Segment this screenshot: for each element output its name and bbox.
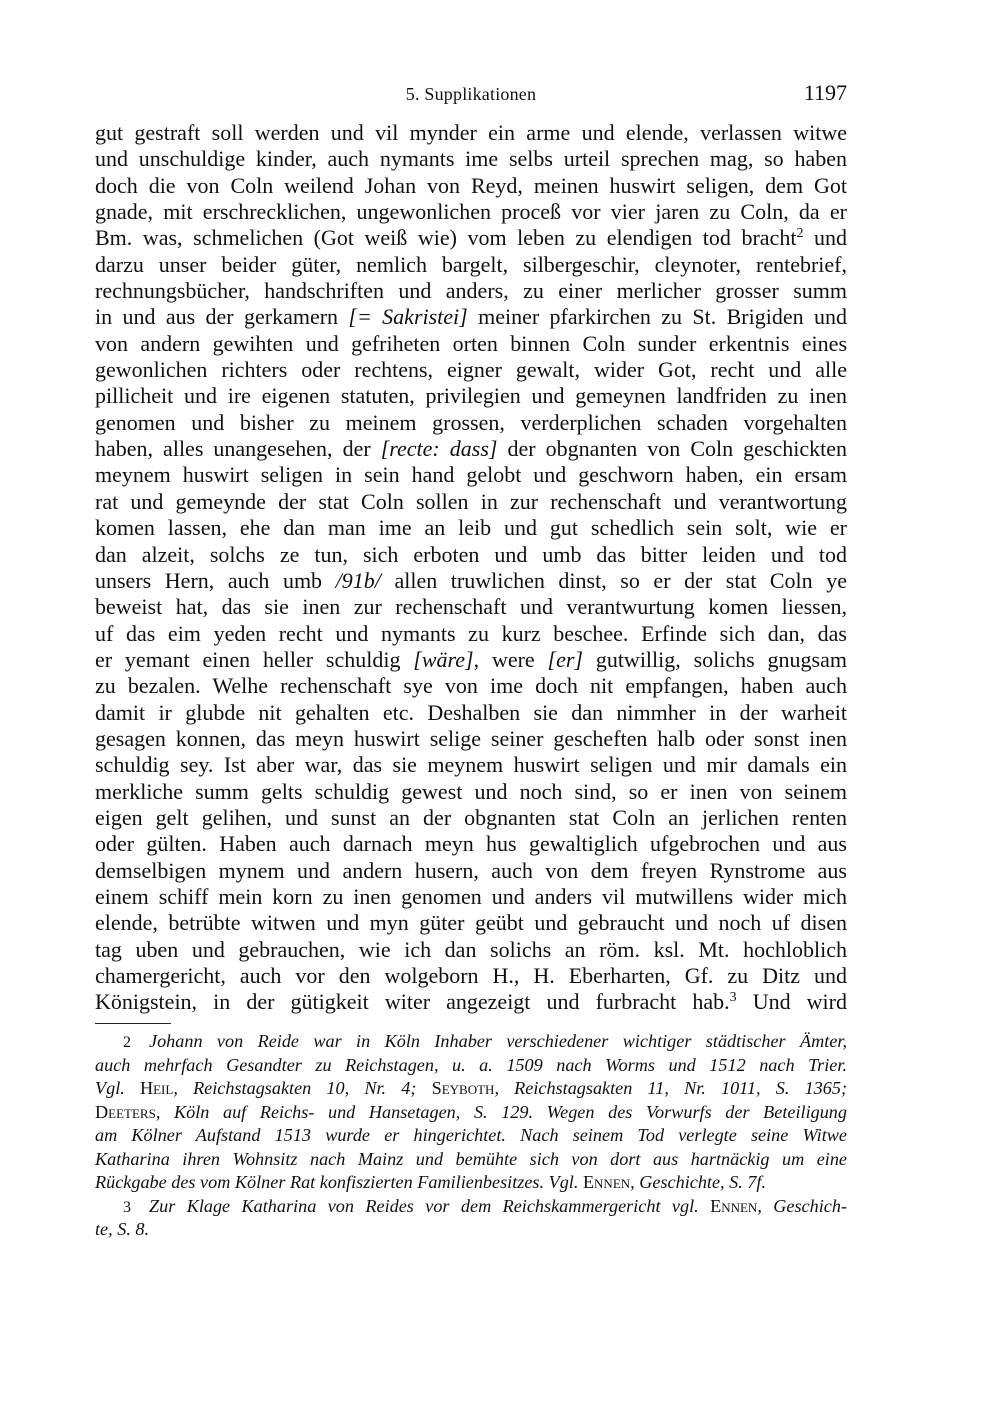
footnote-line: Vgl. Heil, Reichstagsakten 10, Nr. 4; Seyboth, Reichstagsakten 11, Nr. 1011, S. 1365; (95, 1078, 847, 1098)
editorial-note: [wäre] (413, 646, 474, 672)
text-line: Königstein, in der gütigkeit witer angezeigt und furbracht hab.$^3$ Und wird (95, 989, 847, 1015)
text-line: pillicheit und ire eigenen statuten, privilegien und gemeynen landfriden zu inen (95, 383, 847, 409)
footnote-number: 2 (123, 1034, 131, 1051)
footnote-line: am Kölner Aufstand 1513 wurde er hingerichtet. Nach seinem Tod verlegte seine Witwe (95, 1125, 847, 1145)
running-head: 5. Supplikationen (405, 84, 537, 104)
page-number: 1197 (803, 80, 847, 105)
footnotes (95, 1030, 847, 1242)
footnote-line: Rückgabe des vom Kölner Rat konfiszierten Familienbesitzes. Vgl. Ennen, Geschichte, S. 7f. (95, 1172, 767, 1192)
text-line: gut gestraft soll werden und vil mynder ein arme und elende, verlassen witwe (95, 120, 847, 145)
text-line: von andern gewihten und gefriheten orten binnen Coln sunder erkentnis eines (95, 330, 847, 356)
footnote-ref-2: 2 (796, 226, 804, 242)
text-line: rechnungsbücher, handschriften und anders, zu einer merlicher grosser summ (95, 278, 847, 304)
text-line: unsers Hern, auch umb /91b/ allen truwlichen dinst, so er der stat Coln ye (95, 567, 847, 593)
text-line: uf das eim yeden recht und nymants zu kurz beschee. Erfinde sich dan, das (95, 620, 847, 646)
text-line: doch die von Coln weilend Johan von Reyd, meinen huswirt seligen, dem Got (95, 172, 847, 198)
author-name: Ennen (582, 1172, 631, 1192)
footnote-line: auch mehrfach Gesandter zu Reichstagen, u. a. 1509 nach Worms und 1512 nach Trier. (95, 1054, 847, 1075)
text-line: komen lassen, ehe dan man ime an leib und gut schedlich sein solt, wie er (95, 515, 847, 541)
text-line: er yemant einen heller schuldig [wäre], were [er] gutwillig, solichs gnugsam (95, 646, 847, 672)
text-line: schuldig sey. Ist aber war, das sie meynem huswirt seligen und mir damals ein (95, 752, 847, 778)
page-header (95, 80, 847, 110)
text-line: in und aus der gerkamern [= Sakristei] meiner pfarkirchen zu St. Brigiden und (95, 304, 847, 330)
text-line: Bm. was, schmelichen (Got weiß wie) vom leben zu elendigen tod bracht$^2$ und (95, 225, 847, 251)
footnote-line: 3 Zur Klage Katharina von Reides vor dem Reichskammergericht vgl. Ennen, Geschich- (95, 1195, 847, 1219)
folio-marker: /91b/ (335, 567, 381, 593)
text-line: haben, alles unangesehen, der [recte: dass] der obgnanten von Coln geschickten (95, 436, 847, 462)
author-name: Ennen (710, 1195, 758, 1216)
text-line: genomen und bisher zu meinem grossen, verderplichen schaden vorgehalten (95, 409, 847, 435)
footnote-number: 3 (123, 1198, 131, 1216)
text-line: demselbigen mynem und andern husern, auch von dem freyen Rynstrome aus (95, 857, 847, 883)
text-line: eigen gelt gelihen, und sunst an der obgnanten stat Coln an jerlichen renten (95, 804, 847, 830)
footnote-line: Deeters, Köln auf Reichs- und Hansetagen, S. 129. Wegen des Vorwurfs der Beteiligung (95, 1101, 847, 1122)
text-line: elende, betrübte witwen und myn güter geübt und gebraucht und noch uf disen (95, 910, 847, 936)
footnote-line: te, S. 8. (95, 1219, 150, 1239)
text-line: oder gülten. Haben auch darnach meyn hus gewaltiglich ufgebrochen und aus (95, 831, 847, 857)
footnote-line: Katharina ihren Wohnsitz nach Mainz und bemühte sich von dort aus hartnäckig um eine (95, 1148, 847, 1169)
editorial-note: [recte: dass] (380, 436, 498, 462)
text-line: und unschuldige kinder, auch nymants ime selbs urteil sprechen mag, so haben (95, 146, 847, 172)
text-line: beweist hat, das sie inen zur rechenschaft und verantwurtung komen liessen, (95, 594, 847, 620)
text-line: gnade, mit erschrecklichen, ungewonlichen proceß vor vier jaren zu Coln, da er (95, 199, 847, 225)
editorial-note: [er] (547, 646, 583, 672)
text-line: dan alzeit, solchs ze tun, sich erboten und umb das bitter leiden und tod (95, 541, 847, 567)
footnote-line: 2 Johann von Reide war in Köln Inhaber verschiedener wichtiger städtischer Ämter, (95, 1030, 847, 1054)
text-line: rat und gemeynde der stat Coln sollen in zur rechenschaft und verantwortung (95, 488, 847, 514)
text-line: darzu unser beider güter, nemlich bargelt, silbergeschir, cleynoter, rentebrief, (95, 251, 847, 277)
text-line: zu bezalen. Welhe rechenschaft sye von ime doch nit empfangen, haben auch (95, 673, 847, 699)
text-line: gesagen konnen, das meyn huswirt selige seiner gescheften halb oder sonst inen (95, 725, 847, 751)
main-text (95, 120, 847, 1016)
text-line: merkliche summ gelts schuldig gewest und noch sind, so er inen von seinem (95, 778, 847, 804)
text-line: chamergericht, auch vor den wolgeborn H., H. Eberharten, Gf. zu Ditz und (95, 963, 847, 988)
author-name: Heil (139, 1078, 174, 1098)
text-line: tag uben und gebrauchen, wie ich dan solichs an röm. ksl. Mt. hochloblich (95, 936, 847, 962)
text-line: damit ir glubde nit gehalten etc. Deshalben sie dan nimmher in der warheit (95, 699, 847, 725)
text-line: einem schiff mein korn zu inen genomen und anders vil mutwillens wider mich (95, 883, 847, 909)
footnote-ref-3: 3 (729, 990, 737, 1006)
editorial-note: [= Sakristei] (348, 304, 468, 330)
text-line: meynem huswirt seligen in sein hand gelobt und geschworn haben, ein ersam (95, 462, 847, 488)
text-line: gewonlichen richters oder rechtens, eigner gewalt, wider Got, recht und alle (95, 357, 847, 383)
footnote-rule (95, 1023, 171, 1024)
author-name: Deeters (95, 1101, 156, 1122)
author-name: Seyboth (431, 1078, 495, 1098)
